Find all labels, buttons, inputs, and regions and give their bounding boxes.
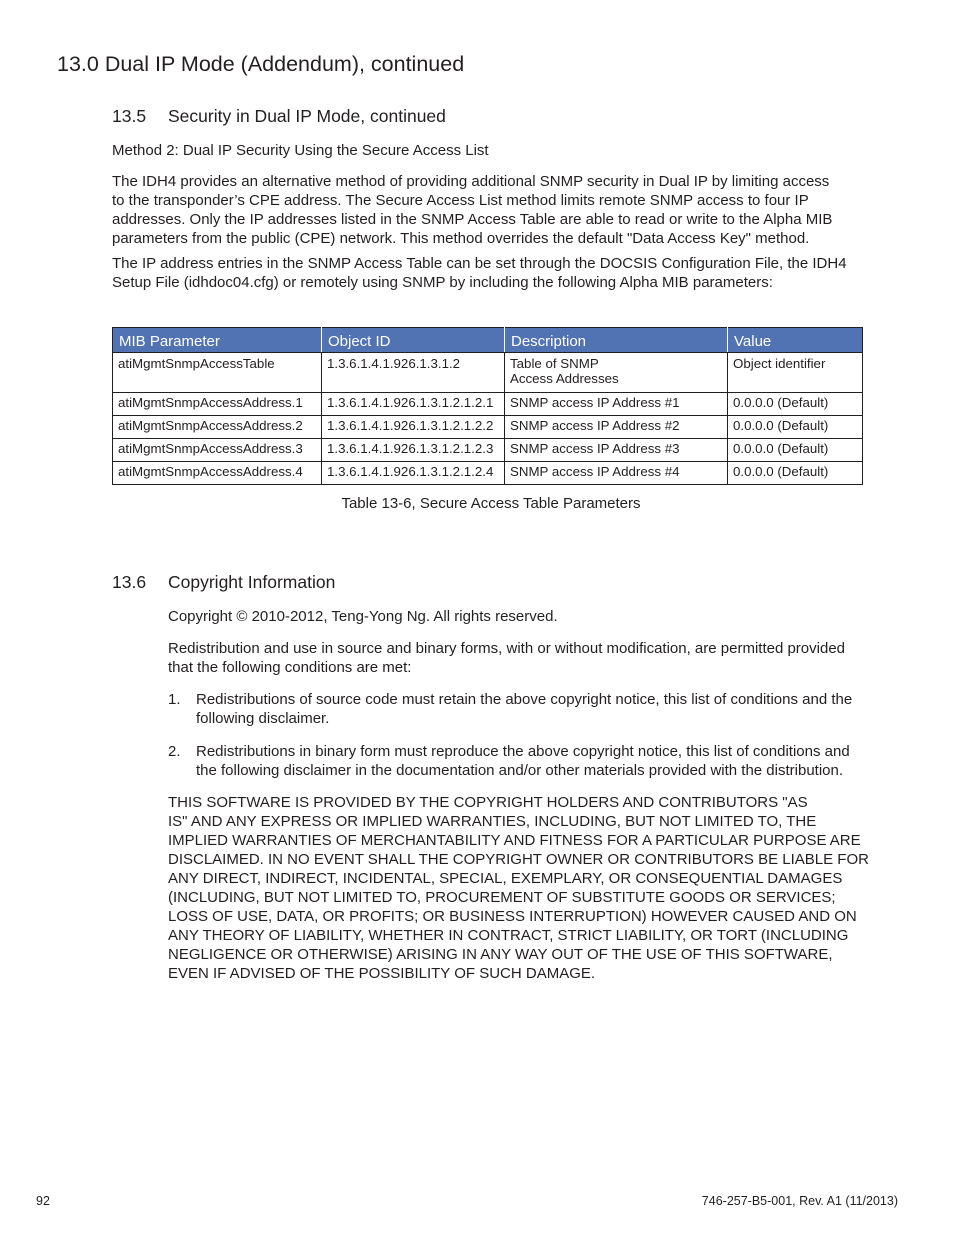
page-heading: 13.0 Dual IP Mode (Addendum), continued — [57, 52, 465, 76]
mib-parameter-table — [112, 327, 863, 485]
text-line: Redistributions in binary form must reproduce the above copyright notice, this list of conditions and — [196, 743, 850, 760]
section-title: Copyright Information — [168, 572, 336, 592]
text-line: IS" AND ANY EXPRESS OR IMPLIED WARRANTIES, INCLUDING, BUT NOT LIMITED TO, THE — [168, 813, 817, 830]
text-line: The IP address entries in the SNMP Access Table can be set through the DOCSIS Configuration File, the IDH4 — [112, 255, 847, 272]
table-caption: Table 13-6, Secure Access Table Parameters — [341, 495, 641, 512]
table-cell: 0.0.0.0 (Default) — [728, 416, 863, 439]
table-row — [113, 393, 863, 416]
column-header: Object ID — [322, 328, 505, 353]
table-cell: SNMP access IP Address #3 — [505, 439, 728, 462]
document-id: 746-257-B5-001, Rev. A1 (11/2013) — [701, 1194, 898, 1208]
text-line: Redistributions of source code must retain the above copyright notice, this list of conditions and the — [196, 691, 853, 708]
table-cell: 1.3.6.1.4.1.926.1.3.1.2.1.2.2 — [322, 416, 505, 439]
text-line: following disclaimer. — [196, 710, 330, 727]
list-text — [196, 742, 896, 780]
table-cell: 0.0.0.0 (Default) — [728, 393, 863, 416]
text-line: ANY DIRECT, INDIRECT, INCIDENTAL, SPECIAL, EXEMPLARY, OR CONSEQUENTIAL DAMAGES — [168, 870, 843, 887]
table-cell: 1.3.6.1.4.1.926.1.3.1.2.1.2.1 — [322, 393, 505, 416]
table-cell: atiMgmtSnmpAccessAddress.4 — [113, 462, 322, 485]
list-number: 1. — [168, 691, 181, 708]
section-heading-13-5 — [112, 104, 446, 128]
list-number: 2. — [168, 743, 181, 760]
text-line: LOSS OF USE, DATA, OR PROFITS; OR BUSINESS INTERRUPTION) HOWEVER CAUSED AND ON — [168, 908, 857, 925]
table-row — [113, 416, 863, 439]
intro-paragraph — [112, 172, 882, 248]
table-cell — [505, 353, 728, 393]
text-line: The IDH4 provides an alternative method of providing additional SNMP security in Dual IP by limiting access — [112, 173, 830, 190]
method-subheading: Method 2: Dual IP Security Using the Secure Access List — [112, 142, 489, 159]
text-line: Redistribution and use in source and binary forms, with or without modification, are permitted provided — [168, 640, 846, 657]
table-header-row — [113, 328, 863, 353]
page-number: 92 — [36, 1194, 50, 1208]
list-text — [196, 690, 896, 728]
text-line: addresses. Only the IP addresses listed in the SNMP Access Table are able to read or write to the Alpha MIB — [112, 211, 833, 228]
text-line: (INCLUDING, BUT NOT LIMITED TO, PROCUREMENT OF SUBSTITUTE GOODS OR SERVICES; — [168, 889, 836, 906]
copyright-notice: Copyright © 2010-2012, Teng-Yong Ng. All rights reserved. — [168, 608, 558, 625]
table-cell: atiMgmtSnmpAccessTable — [113, 353, 322, 393]
access-table-paragraph — [112, 254, 892, 292]
table-row — [113, 353, 863, 393]
table-cell: SNMP access IP Address #1 — [505, 393, 728, 416]
text-line: IMPLIED WARRANTIES OF MERCHANTABILITY AND FITNESS FOR A PARTICULAR PURPOSE ARE — [168, 832, 861, 849]
table-cell: atiMgmtSnmpAccessAddress.1 — [113, 393, 322, 416]
section-number: 13.6 — [112, 572, 147, 592]
disclaimer-paragraph — [168, 793, 908, 983]
section-number: 13.5 — [112, 106, 147, 126]
text-line: ANY THEORY OF LIABILITY, WHETHER IN CONTRACT, STRICT LIABILITY, OR TORT (INCLUDING — [168, 927, 849, 944]
text-line: the following disclaimer in the documentation and/or other materials provided with the distribution. — [196, 762, 844, 779]
table-cell: 1.3.6.1.4.1.926.1.3.1.2 — [322, 353, 505, 393]
text-line: Setup File (idhdoc04.cfg) or remotely using SNMP by including the following Alpha MIB parameters: — [112, 274, 773, 291]
column-header: MIB Parameter — [113, 328, 322, 353]
column-header: Value — [728, 328, 863, 353]
cell-line: Table of SNMP — [510, 356, 599, 371]
cell-line: Access Addresses — [510, 371, 619, 386]
redistribution-paragraph — [168, 639, 888, 677]
section-title: Security in Dual IP Mode, continued — [168, 106, 446, 126]
text-line: NEGLIGENCE OR OTHERWISE) ARISING IN ANY WAY OUT OF THE USE OF THIS SOFTWARE, — [168, 946, 833, 963]
text-line: THIS SOFTWARE IS PROVIDED BY THE COPYRIGHT HOLDERS AND CONTRIBUTORS "AS — [168, 794, 808, 811]
table-row — [113, 462, 863, 485]
table-cell: 0.0.0.0 (Default) — [728, 439, 863, 462]
table-row — [113, 439, 863, 462]
table-cell: 1.3.6.1.4.1.926.1.3.1.2.1.2.3 — [322, 439, 505, 462]
table-cell: Object identifier — [728, 353, 863, 393]
table-cell: SNMP access IP Address #2 — [505, 416, 728, 439]
table-cell: atiMgmtSnmpAccessAddress.3 — [113, 439, 322, 462]
column-header: Description — [505, 328, 728, 353]
table-cell: 1.3.6.1.4.1.926.1.3.1.2.1.2.4 — [322, 462, 505, 485]
table-cell: atiMgmtSnmpAccessAddress.2 — [113, 416, 322, 439]
text-line: DISCLAIMED. IN NO EVENT SHALL THE COPYRIGHT OWNER OR CONTRIBUTORS BE LIABLE FOR — [168, 851, 869, 868]
section-heading-13-6 — [112, 570, 335, 594]
table-cell: 0.0.0.0 (Default) — [728, 462, 863, 485]
table-cell: SNMP access IP Address #4 — [505, 462, 728, 485]
text-line: to the transponder’s CPE address. The Secure Access List method limits remote SNMP access to four IP — [112, 192, 809, 209]
text-line: parameters from the public (CPE) network. This method overrides the default "Data Access Key" method. — [112, 230, 810, 247]
text-line: EVEN IF ADVISED OF THE POSSIBILITY OF SUCH DAMAGE. — [168, 965, 596, 982]
text-line: that the following conditions are met: — [168, 659, 412, 676]
